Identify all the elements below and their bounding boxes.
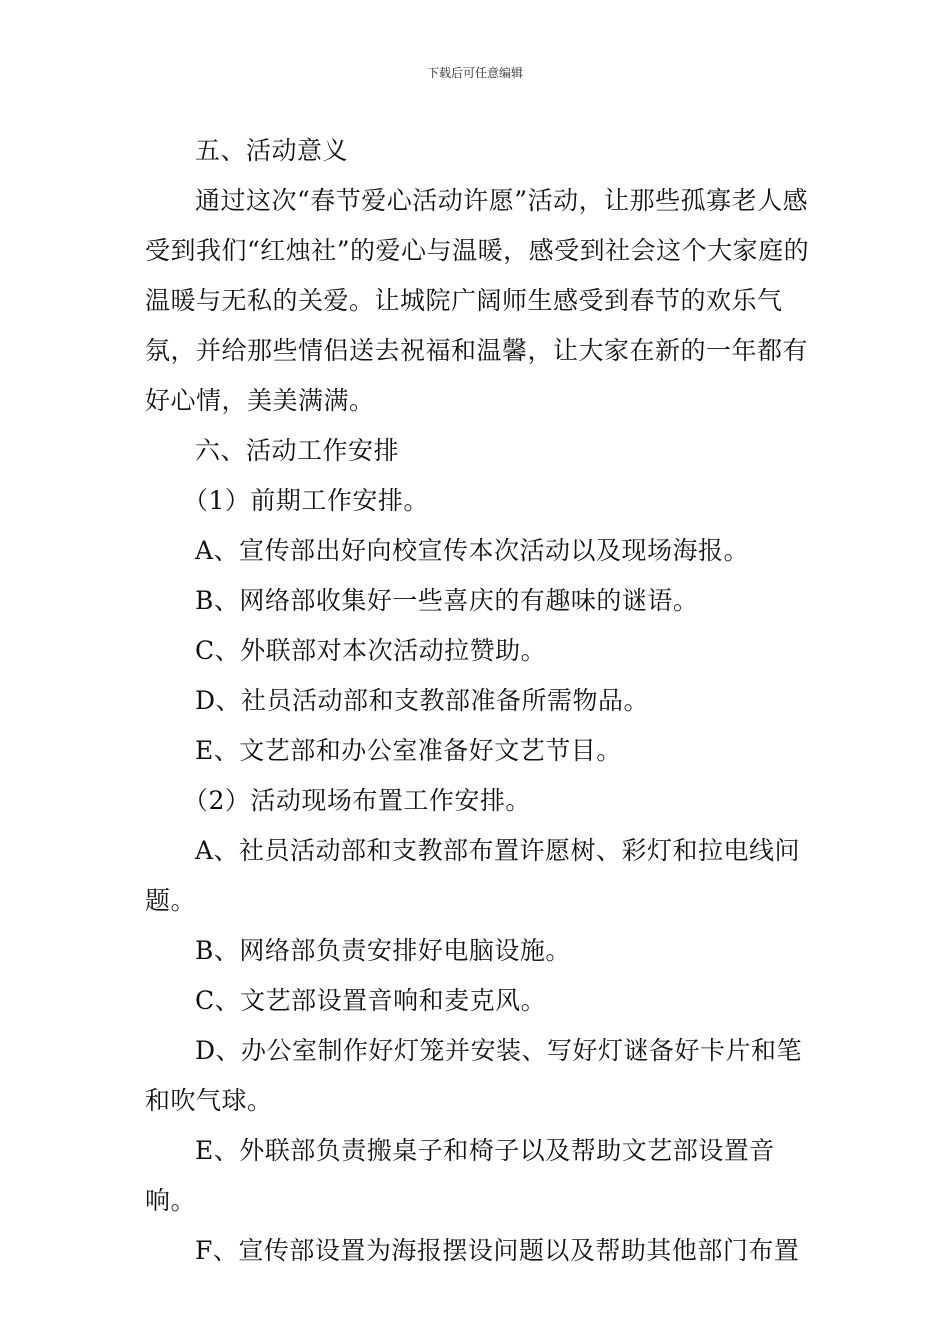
list-item: E、文艺部和办公室准备好文艺节目。 bbox=[195, 736, 622, 765]
list-item: B、网络部收集好一些喜庆的有趣味的谜语。 bbox=[195, 586, 699, 615]
list-item: B、网络部负责安排好电脑设施。 bbox=[195, 936, 571, 965]
list-item: C、文艺部设置音响和麦克风。 bbox=[195, 986, 547, 1015]
list-item: E、外联部负责搬桌子和椅子以及帮助文艺部设置音响。 bbox=[145, 1136, 775, 1215]
list-item: F、宣传部设置为海报摆设问题以及帮助其他部门布置 bbox=[195, 1236, 800, 1265]
section-heading: 五、活动意义 bbox=[195, 136, 349, 165]
subsection-heading: （2）活动现场布置工作安排。 bbox=[183, 786, 531, 815]
page-header: 下载后可任意编辑 bbox=[426, 66, 523, 80]
section-heading: 六、活动工作安排 bbox=[195, 436, 400, 465]
subsection-heading: （1）前期工作安排。 bbox=[183, 486, 429, 515]
body-paragraph: 通过这次“春节爱心活动许愿”活动，让那些孤寡老人感受到我们“红烛社”的爱心与温暖，感受到社会这个大家庭的温暖与无私的关爱。让城院广阔师生感受到春节的欢乐气氛，并给那些情侣送去祝福和温馨，让大家在新的一年都有好心情，美美满满。 bbox=[145, 186, 810, 415]
document-body bbox=[145, 126, 810, 1276]
list-item: D、办公室制作好灯笼并安装、写好灯谜备好卡片和笔和吹气球。 bbox=[145, 1036, 803, 1115]
list-item: A、宣传部出好向校宣传本次活动以及现场海报。 bbox=[195, 536, 750, 565]
list-item: D、社员活动部和支教部准备所需物品。 bbox=[195, 686, 650, 715]
list-item: A、社员活动部和支教部布置许愿树、彩灯和拉电线问题。 bbox=[145, 836, 801, 915]
list-item: C、外联部对本次活动拉赞助。 bbox=[195, 636, 547, 665]
